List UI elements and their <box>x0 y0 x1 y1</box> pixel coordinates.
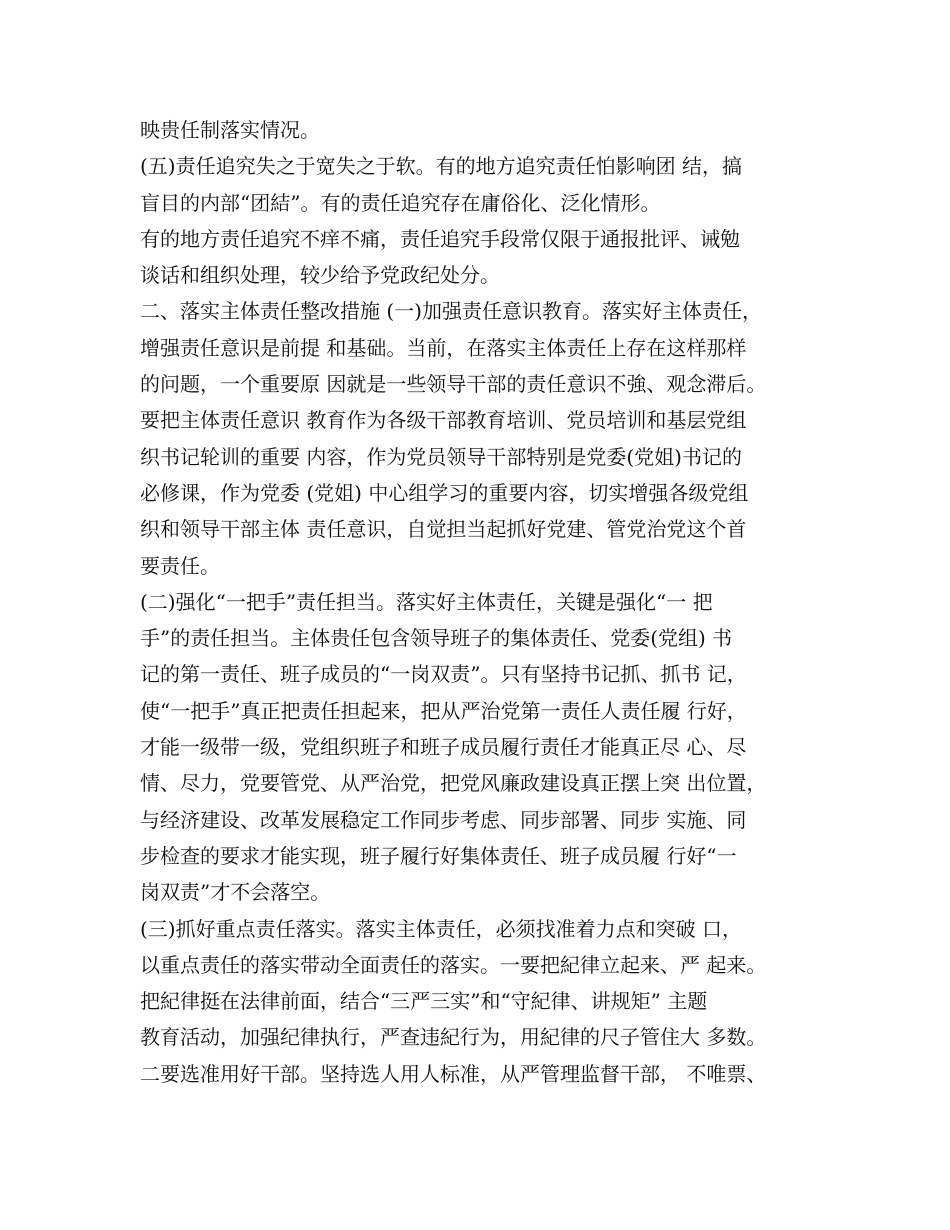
text-line: 与经济建设、改革发展稳定工作同步考虑、同步部署、同步 实施、同 <box>140 807 747 832</box>
text-line: (五)责任追究失之于宽失之于软。有的地方追究责任怕影响团 结，搞 <box>140 154 742 179</box>
text-line: 记的第一责任、班子成员的“一岗双责”。只有坚持书记抓、抓书 记， <box>140 662 747 687</box>
text-line: 手”的责任担当。主体贵任包含领导班子的集体责任、党委(党组) 书 <box>140 626 733 651</box>
text-line: 谈话和组织处理，较少给予党政纪处分。 <box>140 263 500 288</box>
text-line: 二、落实主体责任整改措施 (一)加强责任意识教育。落实好主体责任， <box>140 299 762 324</box>
text-line: 要把主体责任意识 教育作为各级干部教育培训、党员培训和基层党组 <box>140 408 747 433</box>
text-line: 教育活动，加强纪律执行，严查违紀行为，用紀律的尺子管住大 多数。 <box>140 1025 767 1050</box>
text-line: 的问题，一个重要原 因就是一些领导干部的责任意识不強、观念滞后。 <box>140 372 767 397</box>
text-line: 织书记轮训的重要 内容，作为党员领导干部特别是党委(党姐)书记的 <box>140 444 742 469</box>
text-line: 必修课，作为党委 (党姐) 中心组学习的重要内容，切实增强各级党组 <box>140 480 749 505</box>
text-line: 二要选准用好干部。坚持选人用人标准，从严管理监督干部， 不唯票、 <box>140 1061 767 1086</box>
text-line: 映贵任制落实情况。 <box>140 118 320 142</box>
text-line: 把紀律挺在法律前面，结合“三严三实”和“守紀律、讲规矩” 主题 <box>140 989 708 1014</box>
text-line: 步检查的要求才能实现，班子履行好集体责任、班子成员履 行好“一 <box>140 843 737 868</box>
text-line: 有的地方责任追究不痒不痛，责任追究手段常仅限于通报批评、诫勉 <box>140 226 740 251</box>
text-line: 才能一级带一级，党组织班子和班子成员履行责任才能真正尽 心、尽 <box>140 735 747 760</box>
text-line: 增强责任意识是前提 和基础。当前，在落实主体责任上存在这样那样 <box>140 335 747 360</box>
body-text <box>140 112 830 1092</box>
text-line: 岗双责”才不会落空。 <box>140 880 331 905</box>
text-line: 使“一把手”真正把责任担起来，把从严治党第一责任人责任履 行好， <box>140 698 747 723</box>
text-line: 盲目的内部“团結”。有的责任追究存在庸俗化、泛化情形。 <box>140 190 661 215</box>
text-line: 织和领导干部主体 责任意识，自觉担当起抓好党建、管党治党这个首 <box>140 517 747 542</box>
text-line: (二)强化“一把手”责任担当。落实好主体责任，关键是强化“一 把 <box>140 589 713 614</box>
text-line: (三)抓好重点责任落实。落实主体责任，必须找准着力点和突破 口， <box>140 916 742 941</box>
text-line: 要责任。 <box>140 553 220 578</box>
text-line: 情、尽力，党要管党、从严治党，把党风廉政建设真正摆上突 出位置， <box>140 771 767 796</box>
text-line: 以重点责任的落实带动全面责任的落实。一要把紀律立起来、严 起来。 <box>140 952 767 977</box>
